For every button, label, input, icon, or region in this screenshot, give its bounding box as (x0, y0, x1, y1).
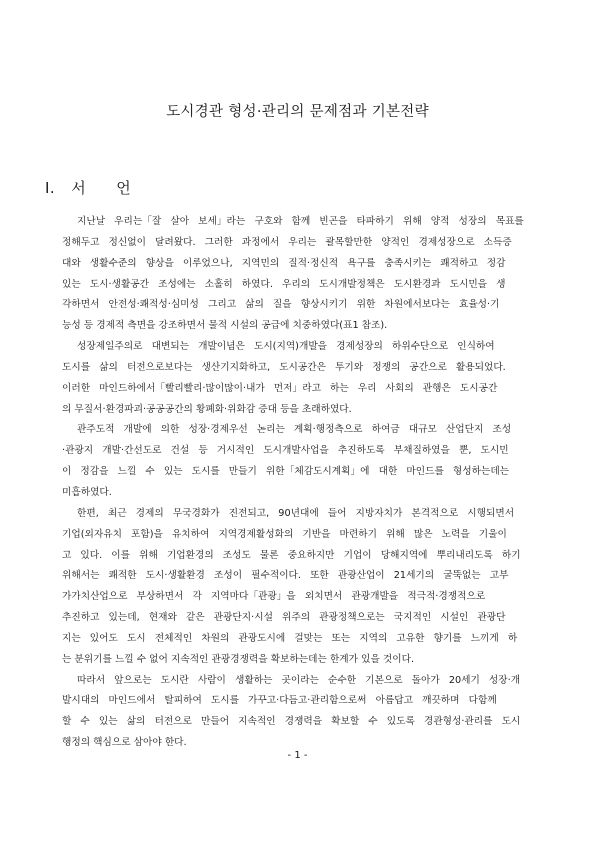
paragraph (62, 212, 534, 337)
text-line: 지는 있어도 도시 전체적인 차원의 관광도시에 걸맞는 또는 지역의 고유한 향기를 느끼게 하 (62, 632, 518, 644)
text-line: 있는 도시·생활공간 조성에는 소홀히 하였다. 우리의 도시개발정책은 도시환경과 도시민을 생 (62, 278, 506, 290)
text-line: 고 있다. 이를 위해 기업환경의 조성도 물론 중요하지만 기업이 당해지역에 뿌리내리도록 하기 (62, 549, 521, 561)
paragraph (62, 504, 534, 671)
text-line: 는 분위기를 느낄 수 없어 지속적인 관광경쟁력을 확보하는데는 한계가 있을 것이다. (62, 653, 415, 665)
text-line: 미흡하였다. (62, 486, 112, 498)
paragraph (62, 337, 534, 420)
text-line: 발시대의 마인드에서 탈피하여 도시를 가꾸고·다듬고·관리함으로써 아름답고 깨끗하며 다함께 (62, 695, 497, 707)
text-line: 관주도적 개발에 의한 성장·경제우선 논리는 계획·행정측으로 하여금 대규모 산업단지 조성 (77, 424, 512, 436)
text-line: 도시를 삶의 터전으로보다는 생산기지화하고, 도시공간은 투기와 정쟁의 공간으로 활용되었다. (62, 361, 506, 373)
text-line: 행정의 핵심으로 삼아야 한다. (62, 737, 187, 749)
text-line: 이러한 마인드하에서「빨리빨리·많이많이·내가 먼저」라고 하는 우리 사회의 관행은 도시공간 (62, 382, 498, 394)
paragraph (62, 420, 534, 503)
text-line: 한편, 최근 경제의 무국경화가 진전되고, 90년대에 들어 지방자치가 본격적으로 시행되면서 (77, 507, 515, 519)
text-line: 이 정감을 느낄 수 있는 도시를 만들기 위한「체감도시계획」에 대한 마인드를 형성하는데는 (62, 466, 510, 478)
page-number: - 1 - (287, 750, 308, 761)
section-title-char: 서 (71, 179, 87, 197)
body-text (62, 212, 534, 754)
text-line: 위해서는 쾌적한 도시·생활환경 조성이 필수적이다. 또한 관광산업이 21세기의 굴뚝없는 고부 (62, 570, 509, 582)
section-number: Ⅰ. (45, 179, 56, 197)
text-line: 지난날 우리는「잘 살아 보세」라는 구호와 함께 빈곤을 타파하기 위해 양적 성장의 목표를 (77, 216, 524, 227)
text-line: ·관광지 개발·간선도로 건설 등 거시적인 도시개발사업을 추진하도록 부채질하였을 뿐, 도시민 (62, 445, 509, 457)
section-heading (45, 177, 131, 198)
text-line: 대와 생활수준의 향상을 이루었으나, 지역민의 질적·정신적 욕구를 충족시키는 쾌적하고 정감 (62, 257, 506, 269)
paragraph (62, 671, 534, 754)
text-line: 각하면서 안전성·쾌적성·심미성 그리고 삶의 질을 향상시키기 위한 차원에서보다는 효율성·기 (62, 299, 500, 311)
text-line: 정해두고 정신없이 달려왔다. 그러한 과정에서 우리는 괄목할만한 양적인 경제성장으로 소득증 (62, 236, 512, 248)
text-line: 따라서 앞으로는 도시란 사람이 생활하는 곳이라는 순수한 기본으로 돌아가 20세기 성장·개 (77, 674, 521, 686)
text-line: 기업(외자유치 포함)을 유치하여 지역경제활성화의 기반을 마련하기 위해 많은 노력을 기울이 (62, 528, 507, 540)
text-line: 가가치산업으로 부상하면서 각 지역마다「관광」을 외치면서 관광개발을 적극적·경쟁적으로 (62, 591, 486, 603)
text-line: 할 수 있는 삶의 터전으로 만들어 지속적인 경쟁력을 확보할 수 있도록 경관형성·관리를 도시 (62, 716, 521, 728)
text-line: 의 무질서·환경파괴·공공공간의 황폐화·위화감 증대 등을 초래하였다. (62, 403, 352, 415)
text-line: 성장제일주의로 대변되는 개발이념은 도시(지역)개발을 경제성장의 하위수단으로 인식하여 (77, 341, 495, 353)
document-title: 도시경관 형성·관리의 문제점과 기본전략 (166, 104, 429, 120)
text-line: 능성 등 경제적 측면을 강조하면서 물적 시설의 공급에 치중하였다(표1 참조). (62, 320, 388, 332)
section-title-char: 언 (116, 179, 132, 197)
text-line: 추진하고 있는데, 현재와 같은 관광단지·시설 위주의 관광정책으로는 국지적인 시설인 관광단 (62, 612, 506, 624)
